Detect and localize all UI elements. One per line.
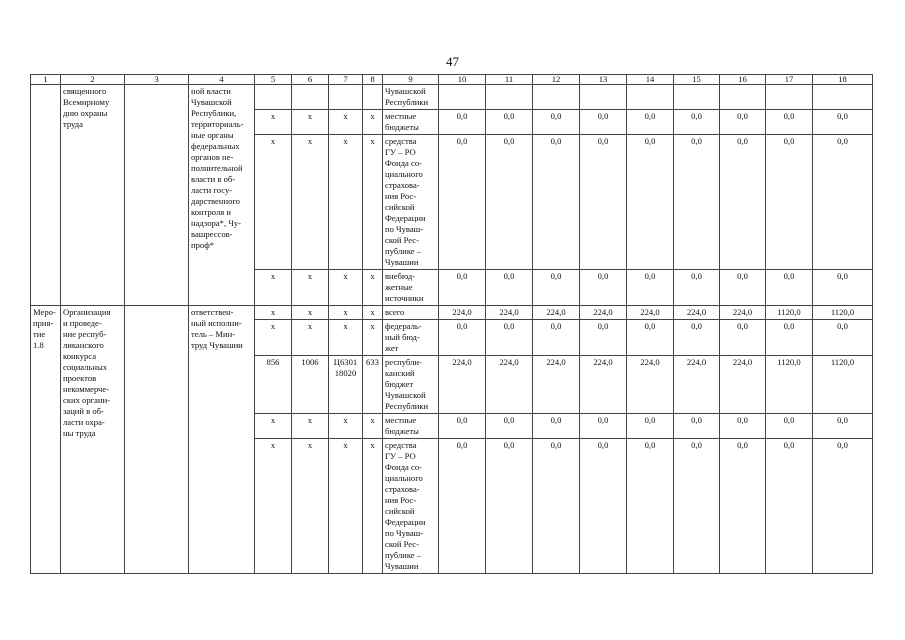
- measure-number-cell: [31, 85, 61, 306]
- column-header: 13: [580, 75, 627, 85]
- value-cell: 0,0: [533, 320, 580, 356]
- code-cell: [255, 85, 292, 110]
- column-header: 6: [292, 75, 329, 85]
- value-cell: 0,0: [627, 320, 674, 356]
- page-number: 47: [446, 54, 459, 69]
- code-cell: 856: [255, 356, 292, 414]
- value-cell: [533, 85, 580, 110]
- value-cell: [627, 85, 674, 110]
- value-cell: 224,0: [486, 356, 533, 414]
- value-cell: 0,0: [720, 414, 766, 439]
- column-header: 2: [61, 75, 125, 85]
- code-cell: x: [363, 414, 383, 439]
- column-header: 11: [486, 75, 533, 85]
- value-cell: 0,0: [674, 414, 720, 439]
- value-cell: 0,0: [580, 270, 627, 306]
- value-cell: 0,0: [766, 320, 813, 356]
- funding-source-cell: средства ГУ – РО Фонда со- циального страхова- ния Рос- сийской Федерации по Чуваш- ской Рес- публике – Чувашии: [383, 135, 439, 270]
- column-header: 8: [363, 75, 383, 85]
- value-cell: 1120,0: [766, 306, 813, 320]
- value-cell: 224,0: [720, 306, 766, 320]
- column-header: 9: [383, 75, 439, 85]
- value-cell: 0,0: [439, 110, 486, 135]
- value-cell: 0,0: [627, 414, 674, 439]
- code-cell: x: [255, 270, 292, 306]
- value-cell: 0,0: [486, 439, 533, 574]
- value-cell: 0,0: [627, 439, 674, 574]
- value-cell: 0,0: [674, 135, 720, 270]
- value-cell: [720, 85, 766, 110]
- column-header: 14: [627, 75, 674, 85]
- value-cell: 1120,0: [813, 356, 873, 414]
- code-cell: x: [292, 414, 329, 439]
- value-cell: 224,0: [580, 306, 627, 320]
- value-cell: 0,0: [720, 320, 766, 356]
- value-cell: [766, 85, 813, 110]
- value-cell: 0,0: [766, 439, 813, 574]
- value-cell: 1120,0: [766, 356, 813, 414]
- value-cell: 224,0: [627, 356, 674, 414]
- value-cell: 0,0: [766, 414, 813, 439]
- value-cell: 0,0: [766, 135, 813, 270]
- value-cell: 0,0: [813, 270, 873, 306]
- funding-source-cell: средства ГУ – РО Фонда со- циального страхова- ния Рос- сийской Федерации по Чуваш- ской Рес- публике – Чувашии: [383, 439, 439, 574]
- value-cell: 224,0: [439, 356, 486, 414]
- value-cell: 0,0: [486, 135, 533, 270]
- value-cell: 1120,0: [813, 306, 873, 320]
- value-cell: 0,0: [580, 320, 627, 356]
- code-cell: x: [255, 135, 292, 270]
- code-cell: x: [329, 135, 363, 270]
- column-header: 15: [674, 75, 720, 85]
- code-cell: [292, 85, 329, 110]
- value-cell: 224,0: [580, 356, 627, 414]
- funding-source-cell: республи- канский бюджет Чувашской Республики: [383, 356, 439, 414]
- value-cell: 0,0: [813, 414, 873, 439]
- code-cell: Ц6301 18020: [329, 356, 363, 414]
- value-cell: 224,0: [627, 306, 674, 320]
- code-cell: x: [363, 439, 383, 574]
- value-cell: 0,0: [720, 135, 766, 270]
- column-header: 7: [329, 75, 363, 85]
- value-cell: 0,0: [720, 110, 766, 135]
- code-cell: 633: [363, 356, 383, 414]
- column-header: 12: [533, 75, 580, 85]
- column-header: 17: [766, 75, 813, 85]
- value-cell: 0,0: [533, 439, 580, 574]
- value-cell: 224,0: [439, 306, 486, 320]
- value-cell: 0,0: [813, 320, 873, 356]
- code-cell: x: [292, 306, 329, 320]
- value-cell: 224,0: [674, 356, 720, 414]
- value-cell: 0,0: [533, 414, 580, 439]
- measure-name-cell: Организация и проведе- ние респуб- ликанского конкурса социальных проектов некоммерче- ских органи- заций в об- ласти охра- ны труда: [61, 306, 125, 574]
- value-cell: 0,0: [674, 439, 720, 574]
- code-cell: x: [363, 135, 383, 270]
- code-cell: x: [255, 414, 292, 439]
- measure-name-cell: священного Всемирному дню охраны труда: [61, 85, 125, 306]
- value-cell: 0,0: [580, 414, 627, 439]
- value-cell: 0,0: [813, 135, 873, 270]
- code-cell: x: [292, 320, 329, 356]
- code-cell: x: [329, 270, 363, 306]
- value-cell: 0,0: [486, 270, 533, 306]
- value-cell: 0,0: [533, 270, 580, 306]
- value-cell: 0,0: [627, 270, 674, 306]
- value-cell: 0,0: [439, 135, 486, 270]
- code-cell: x: [255, 306, 292, 320]
- value-cell: 0,0: [813, 439, 873, 574]
- value-cell: 0,0: [580, 110, 627, 135]
- value-cell: 0,0: [439, 270, 486, 306]
- funding-source-cell: федераль- ный бюд- жет: [383, 320, 439, 356]
- column-header: 10: [439, 75, 486, 85]
- value-cell: 224,0: [533, 306, 580, 320]
- column-header: 1: [31, 75, 61, 85]
- code-cell: x: [363, 270, 383, 306]
- value-cell: 224,0: [533, 356, 580, 414]
- value-cell: 0,0: [674, 320, 720, 356]
- value-cell: 0,0: [533, 110, 580, 135]
- value-cell: 0,0: [627, 110, 674, 135]
- empty-cell: [125, 85, 189, 306]
- code-cell: x: [329, 439, 363, 574]
- code-cell: [363, 85, 383, 110]
- code-cell: x: [363, 320, 383, 356]
- code-cell: x: [292, 270, 329, 306]
- table-row: [31, 85, 873, 110]
- executor-cell: ной власти Чувашской Республики, территориаль- ные органы федеральных органов не- полнительной власти в об- ласти госу- дарственного контроля и надзора*, Чу- вашрессов- проф*: [189, 85, 255, 306]
- value-cell: 0,0: [674, 110, 720, 135]
- value-cell: 224,0: [674, 306, 720, 320]
- empty-cell: [125, 306, 189, 574]
- code-cell: x: [329, 320, 363, 356]
- value-cell: 0,0: [580, 439, 627, 574]
- column-header: 3: [125, 75, 189, 85]
- value-cell: 0,0: [813, 110, 873, 135]
- funding-source-cell: местные бюджеты: [383, 110, 439, 135]
- value-cell: 0,0: [439, 414, 486, 439]
- value-cell: 224,0: [486, 306, 533, 320]
- table-header-row: [31, 75, 873, 85]
- column-header: 16: [720, 75, 766, 85]
- value-cell: 0,0: [720, 270, 766, 306]
- budget-table: [30, 74, 873, 574]
- code-cell: x: [255, 110, 292, 135]
- code-cell: x: [255, 320, 292, 356]
- value-cell: 0,0: [627, 135, 674, 270]
- value-cell: 0,0: [486, 110, 533, 135]
- code-cell: x: [255, 439, 292, 574]
- value-cell: 0,0: [674, 270, 720, 306]
- column-header: 5: [255, 75, 292, 85]
- value-cell: 0,0: [720, 439, 766, 574]
- value-cell: 0,0: [766, 270, 813, 306]
- value-cell: [439, 85, 486, 110]
- funding-source-cell: Чувашской Республики: [383, 85, 439, 110]
- value-cell: 0,0: [533, 135, 580, 270]
- code-cell: x: [292, 135, 329, 270]
- code-cell: x: [329, 414, 363, 439]
- funding-source-cell: внебюд- жетные источники: [383, 270, 439, 306]
- code-cell: x: [329, 306, 363, 320]
- value-cell: 0,0: [486, 414, 533, 439]
- value-cell: [486, 85, 533, 110]
- value-cell: [813, 85, 873, 110]
- value-cell: 0,0: [486, 320, 533, 356]
- code-cell: [329, 85, 363, 110]
- value-cell: 0,0: [439, 439, 486, 574]
- value-cell: [674, 85, 720, 110]
- value-cell: 0,0: [580, 135, 627, 270]
- measure-number-cell: Меро- прия- тие 1.8: [31, 306, 61, 574]
- code-cell: x: [329, 110, 363, 135]
- code-cell: x: [292, 439, 329, 574]
- executor-cell: ответствен- ный исполни- тель – Мин- труд Чувашии: [189, 306, 255, 574]
- value-cell: 0,0: [439, 320, 486, 356]
- code-cell: x: [292, 110, 329, 135]
- code-cell: x: [363, 110, 383, 135]
- value-cell: 0,0: [766, 110, 813, 135]
- value-cell: [580, 85, 627, 110]
- column-header: 4: [189, 75, 255, 85]
- value-cell: 224,0: [720, 356, 766, 414]
- funding-source-cell: местные бюджеты: [383, 414, 439, 439]
- column-header: 18: [813, 75, 873, 85]
- code-cell: 1006: [292, 356, 329, 414]
- code-cell: x: [363, 306, 383, 320]
- table-row: [31, 306, 873, 320]
- funding-source-cell: всего: [383, 306, 439, 320]
